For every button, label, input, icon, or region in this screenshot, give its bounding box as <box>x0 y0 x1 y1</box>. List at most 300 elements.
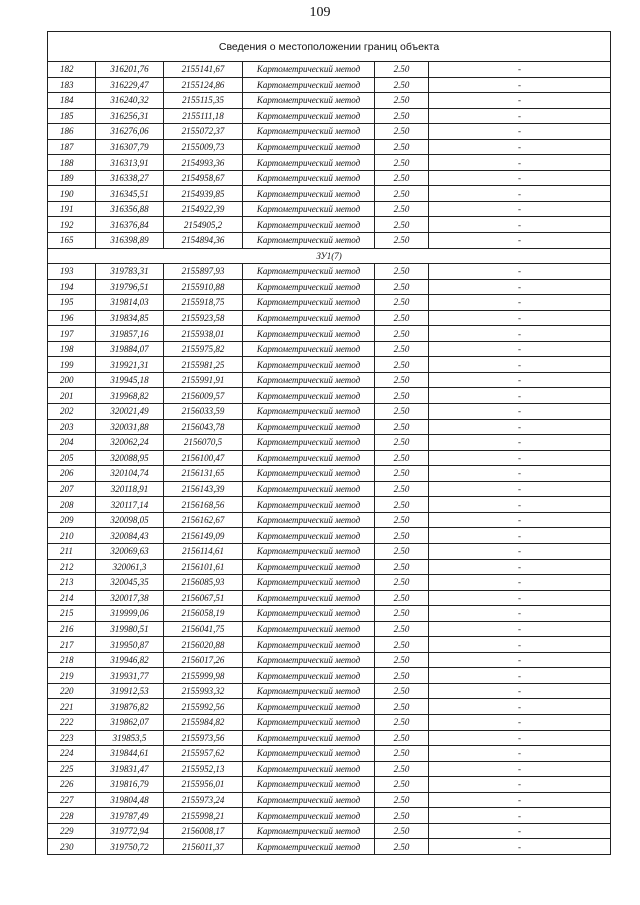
x-coordinate-cell: 316398,89 <box>96 233 164 249</box>
x-coordinate-cell: 320061,3 <box>96 559 164 575</box>
method-cell: Картометрический метод <box>243 108 375 124</box>
accuracy-cell: 2.50 <box>375 341 429 357</box>
y-coordinate-cell: 2155992,56 <box>164 699 243 715</box>
y-coordinate-cell: 2156020,88 <box>164 637 243 653</box>
y-coordinate-cell: 2156070,5 <box>164 435 243 451</box>
point-number-cell: 165 <box>48 233 96 249</box>
table-row <box>48 279 611 295</box>
method-cell: Картометрический метод <box>243 62 375 78</box>
table-row <box>48 528 611 544</box>
accuracy-cell: 2.50 <box>375 699 429 715</box>
point-number-cell: 192 <box>48 217 96 233</box>
accuracy-cell: 2.50 <box>375 201 429 217</box>
point-number-cell: 219 <box>48 668 96 684</box>
table-row <box>48 761 611 777</box>
accuracy-cell: 2.50 <box>375 466 429 482</box>
point-number-cell: 223 <box>48 730 96 746</box>
table-row <box>48 201 611 217</box>
accuracy-cell: 2.50 <box>375 93 429 109</box>
x-coordinate-cell: 319831,47 <box>96 761 164 777</box>
method-cell: Картометрический метод <box>243 777 375 793</box>
accuracy-cell: 2.50 <box>375 528 429 544</box>
description-cell: - <box>429 590 611 606</box>
y-coordinate-cell: 2156162,67 <box>164 512 243 528</box>
description-cell: - <box>429 124 611 140</box>
accuracy-cell: 2.50 <box>375 792 429 808</box>
description-cell: - <box>429 606 611 622</box>
x-coordinate-cell: 320017,38 <box>96 590 164 606</box>
point-number-cell: 229 <box>48 823 96 839</box>
x-coordinate-cell: 320118,91 <box>96 481 164 497</box>
y-coordinate-cell: 2154939,85 <box>164 186 243 202</box>
accuracy-cell: 2.50 <box>375 714 429 730</box>
x-coordinate-cell: 316229,47 <box>96 77 164 93</box>
method-cell: Картометрический метод <box>243 590 375 606</box>
point-number-cell: 200 <box>48 372 96 388</box>
method-cell: Картометрический метод <box>243 792 375 808</box>
table-body <box>48 32 611 855</box>
description-cell: - <box>429 559 611 575</box>
method-cell: Картометрический метод <box>243 823 375 839</box>
description-cell: - <box>429 777 611 793</box>
method-cell: Картометрический метод <box>243 155 375 171</box>
description-cell: - <box>429 839 611 855</box>
point-number-cell: 215 <box>48 606 96 622</box>
point-number-cell: 201 <box>48 388 96 404</box>
x-coordinate-cell: 320021,49 <box>96 404 164 420</box>
table-title: Сведения о местоположении границ объекта <box>48 32 611 62</box>
x-coordinate-cell: 319857,16 <box>96 326 164 342</box>
point-number-cell: 195 <box>48 295 96 311</box>
x-coordinate-cell: 319787,49 <box>96 808 164 824</box>
method-cell: Картометрический метод <box>243 839 375 855</box>
accuracy-cell: 2.50 <box>375 186 429 202</box>
point-number-cell: 209 <box>48 512 96 528</box>
y-coordinate-cell: 2156168,56 <box>164 497 243 513</box>
point-number-cell: 185 <box>48 108 96 124</box>
method-cell: Картометрический метод <box>243 310 375 326</box>
table-row <box>48 746 611 762</box>
accuracy-cell: 2.50 <box>375 326 429 342</box>
method-cell: Картометрический метод <box>243 683 375 699</box>
table-row <box>48 233 611 249</box>
description-cell: - <box>429 310 611 326</box>
point-number-cell: 216 <box>48 621 96 637</box>
point-number-cell: 189 <box>48 170 96 186</box>
description-cell: - <box>429 295 611 311</box>
accuracy-cell: 2.50 <box>375 279 429 295</box>
x-coordinate-cell: 316240,32 <box>96 93 164 109</box>
x-coordinate-cell: 319750,72 <box>96 839 164 855</box>
point-number-cell: 222 <box>48 714 96 730</box>
accuracy-cell: 2.50 <box>375 310 429 326</box>
method-cell: Картометрический метод <box>243 186 375 202</box>
point-number-cell: 227 <box>48 792 96 808</box>
y-coordinate-cell: 2155975,82 <box>164 341 243 357</box>
method-cell: Картометрический метод <box>243 388 375 404</box>
y-coordinate-cell: 2156114,61 <box>164 543 243 559</box>
y-coordinate-cell: 2155973,56 <box>164 730 243 746</box>
table-row <box>48 652 611 668</box>
table-row <box>48 186 611 202</box>
point-number-cell: 225 <box>48 761 96 777</box>
description-cell: - <box>429 730 611 746</box>
description-cell: - <box>429 528 611 544</box>
method-cell: Картометрический метод <box>243 93 375 109</box>
x-coordinate-cell: 316345,51 <box>96 186 164 202</box>
x-coordinate-cell: 319804,48 <box>96 792 164 808</box>
x-coordinate-cell: 319999,06 <box>96 606 164 622</box>
method-cell: Картометрический метод <box>243 139 375 155</box>
accuracy-cell: 2.50 <box>375 124 429 140</box>
method-cell: Картометрический метод <box>243 124 375 140</box>
point-number-cell: 191 <box>48 201 96 217</box>
table-row <box>48 310 611 326</box>
x-coordinate-cell: 319945,18 <box>96 372 164 388</box>
section-row <box>48 248 611 264</box>
method-cell: Картометрический метод <box>243 201 375 217</box>
accuracy-cell: 2.50 <box>375 139 429 155</box>
table-row <box>48 419 611 435</box>
method-cell: Картометрический метод <box>243 77 375 93</box>
x-coordinate-cell: 319783,31 <box>96 264 164 280</box>
accuracy-cell: 2.50 <box>375 481 429 497</box>
table-row <box>48 466 611 482</box>
y-coordinate-cell: 2155072,37 <box>164 124 243 140</box>
table-row <box>48 372 611 388</box>
point-number-cell: 183 <box>48 77 96 93</box>
method-cell: Картометрический метод <box>243 435 375 451</box>
accuracy-cell: 2.50 <box>375 575 429 591</box>
x-coordinate-cell: 319796,51 <box>96 279 164 295</box>
description-cell: - <box>429 404 611 420</box>
point-number-cell: 184 <box>48 93 96 109</box>
y-coordinate-cell: 2156101,61 <box>164 559 243 575</box>
method-cell: Картометрический метод <box>243 481 375 497</box>
table-row <box>48 512 611 528</box>
table-row <box>48 170 611 186</box>
method-cell: Картометрический метод <box>243 217 375 233</box>
y-coordinate-cell: 2155993,32 <box>164 683 243 699</box>
y-coordinate-cell: 2154905,2 <box>164 217 243 233</box>
method-cell: Картометрический метод <box>243 714 375 730</box>
x-coordinate-cell: 319950,87 <box>96 637 164 653</box>
accuracy-cell: 2.50 <box>375 559 429 575</box>
y-coordinate-cell: 2155009,73 <box>164 139 243 155</box>
method-cell: Картометрический метод <box>243 264 375 280</box>
description-cell: - <box>429 217 611 233</box>
accuracy-cell: 2.50 <box>375 683 429 699</box>
description-cell: - <box>429 170 611 186</box>
y-coordinate-cell: 2155957,62 <box>164 746 243 762</box>
point-number-cell: 203 <box>48 419 96 435</box>
y-coordinate-cell: 2155981,25 <box>164 357 243 373</box>
table-row <box>48 792 611 808</box>
x-coordinate-cell: 319980,51 <box>96 621 164 637</box>
table-row <box>48 575 611 591</box>
table-row <box>48 823 611 839</box>
point-number-cell: 217 <box>48 637 96 653</box>
accuracy-cell: 2.50 <box>375 62 429 78</box>
description-cell: - <box>429 481 611 497</box>
y-coordinate-cell: 2155124,86 <box>164 77 243 93</box>
description-cell: - <box>429 621 611 637</box>
table-row <box>48 559 611 575</box>
accuracy-cell: 2.50 <box>375 264 429 280</box>
x-coordinate-cell: 319968,82 <box>96 388 164 404</box>
description-cell: - <box>429 155 611 171</box>
table-row <box>48 637 611 653</box>
table-row <box>48 341 611 357</box>
point-number-cell: 213 <box>48 575 96 591</box>
x-coordinate-cell: 319816,79 <box>96 777 164 793</box>
description-cell: - <box>429 512 611 528</box>
x-coordinate-cell: 320031,88 <box>96 419 164 435</box>
x-coordinate-cell: 319844,61 <box>96 746 164 762</box>
method-cell: Картометрический метод <box>243 326 375 342</box>
table-row <box>48 481 611 497</box>
point-number-cell: 197 <box>48 326 96 342</box>
x-coordinate-cell: 316376,84 <box>96 217 164 233</box>
description-cell: - <box>429 388 611 404</box>
method-cell: Картометрический метод <box>243 808 375 824</box>
table-row <box>48 714 611 730</box>
section-label: ЗУ1(7) <box>48 248 611 264</box>
table-row <box>48 124 611 140</box>
accuracy-cell: 2.50 <box>375 404 429 420</box>
accuracy-cell: 2.50 <box>375 372 429 388</box>
accuracy-cell: 2.50 <box>375 77 429 93</box>
description-cell: - <box>429 823 611 839</box>
coordinates-table <box>47 31 611 855</box>
table-row <box>48 326 611 342</box>
accuracy-cell: 2.50 <box>375 233 429 249</box>
description-cell: - <box>429 668 611 684</box>
point-number-cell: 188 <box>48 155 96 171</box>
table-row <box>48 497 611 513</box>
method-cell: Картометрический метод <box>243 761 375 777</box>
description-cell: - <box>429 450 611 466</box>
x-coordinate-cell: 320104,74 <box>96 466 164 482</box>
x-coordinate-cell: 316313,91 <box>96 155 164 171</box>
description-cell: - <box>429 652 611 668</box>
x-coordinate-cell: 319921,31 <box>96 357 164 373</box>
description-cell: - <box>429 808 611 824</box>
description-cell: - <box>429 699 611 715</box>
table-row <box>48 621 611 637</box>
accuracy-cell: 2.50 <box>375 730 429 746</box>
description-cell: - <box>429 746 611 762</box>
table-header-row <box>48 32 611 62</box>
point-number-cell: 202 <box>48 404 96 420</box>
description-cell: - <box>429 139 611 155</box>
y-coordinate-cell: 2156043,78 <box>164 419 243 435</box>
y-coordinate-cell: 2155115,35 <box>164 93 243 109</box>
method-cell: Картометрический метод <box>243 637 375 653</box>
y-coordinate-cell: 2156067,51 <box>164 590 243 606</box>
accuracy-cell: 2.50 <box>375 652 429 668</box>
method-cell: Картометрический метод <box>243 559 375 575</box>
accuracy-cell: 2.50 <box>375 419 429 435</box>
description-cell: - <box>429 497 611 513</box>
point-number-cell: 199 <box>48 357 96 373</box>
point-number-cell: 204 <box>48 435 96 451</box>
table-row <box>48 606 611 622</box>
accuracy-cell: 2.50 <box>375 170 429 186</box>
x-coordinate-cell: 316356,88 <box>96 201 164 217</box>
x-coordinate-cell: 320069,63 <box>96 543 164 559</box>
method-cell: Картометрический метод <box>243 233 375 249</box>
description-cell: - <box>429 108 611 124</box>
y-coordinate-cell: 2155923,58 <box>164 310 243 326</box>
table-row <box>48 435 611 451</box>
x-coordinate-cell: 320045,35 <box>96 575 164 591</box>
method-cell: Картометрический метод <box>243 279 375 295</box>
table-row <box>48 683 611 699</box>
table-row <box>48 404 611 420</box>
point-number-cell: 210 <box>48 528 96 544</box>
table-row <box>48 155 611 171</box>
point-number-cell: 230 <box>48 839 96 855</box>
point-number-cell: 194 <box>48 279 96 295</box>
method-cell: Картометрический метод <box>243 419 375 435</box>
point-number-cell: 218 <box>48 652 96 668</box>
method-cell: Картометрический метод <box>243 372 375 388</box>
point-number-cell: 220 <box>48 683 96 699</box>
x-coordinate-cell: 320098,05 <box>96 512 164 528</box>
y-coordinate-cell: 2155973,24 <box>164 792 243 808</box>
accuracy-cell: 2.50 <box>375 295 429 311</box>
point-number-cell: 228 <box>48 808 96 824</box>
description-cell: - <box>429 792 611 808</box>
method-cell: Картометрический метод <box>243 341 375 357</box>
x-coordinate-cell: 319814,03 <box>96 295 164 311</box>
accuracy-cell: 2.50 <box>375 388 429 404</box>
table-row <box>48 217 611 233</box>
table-row <box>48 295 611 311</box>
table-row <box>48 62 611 78</box>
method-cell: Картометрический метод <box>243 575 375 591</box>
x-coordinate-cell: 319862,07 <box>96 714 164 730</box>
description-cell: - <box>429 543 611 559</box>
accuracy-cell: 2.50 <box>375 606 429 622</box>
y-coordinate-cell: 2155999,98 <box>164 668 243 684</box>
point-number-cell: 196 <box>48 310 96 326</box>
method-cell: Картометрический метод <box>243 450 375 466</box>
point-number-cell: 226 <box>48 777 96 793</box>
method-cell: Картометрический метод <box>243 528 375 544</box>
method-cell: Картометрический метод <box>243 543 375 559</box>
description-cell: - <box>429 575 611 591</box>
accuracy-cell: 2.50 <box>375 357 429 373</box>
table-row <box>48 139 611 155</box>
accuracy-cell: 2.50 <box>375 497 429 513</box>
point-number-cell: 187 <box>48 139 96 155</box>
method-cell: Картометрический метод <box>243 699 375 715</box>
point-number-cell: 211 <box>48 543 96 559</box>
description-cell: - <box>429 761 611 777</box>
x-coordinate-cell: 316338,27 <box>96 170 164 186</box>
x-coordinate-cell: 319853,5 <box>96 730 164 746</box>
x-coordinate-cell: 320084,43 <box>96 528 164 544</box>
description-cell: - <box>429 93 611 109</box>
y-coordinate-cell: 2155998,21 <box>164 808 243 824</box>
description-cell: - <box>429 357 611 373</box>
y-coordinate-cell: 2154993,36 <box>164 155 243 171</box>
description-cell: - <box>429 419 611 435</box>
y-coordinate-cell: 2156011,37 <box>164 839 243 855</box>
table-row <box>48 668 611 684</box>
y-coordinate-cell: 2156143,39 <box>164 481 243 497</box>
table-row <box>48 730 611 746</box>
accuracy-cell: 2.50 <box>375 155 429 171</box>
description-cell: - <box>429 77 611 93</box>
y-coordinate-cell: 2155918,75 <box>164 295 243 311</box>
table-row <box>48 264 611 280</box>
point-number-cell: 206 <box>48 466 96 482</box>
description-cell: - <box>429 326 611 342</box>
table-row <box>48 450 611 466</box>
y-coordinate-cell: 2156100,47 <box>164 450 243 466</box>
table-row <box>48 543 611 559</box>
y-coordinate-cell: 2155897,93 <box>164 264 243 280</box>
description-cell: - <box>429 264 611 280</box>
y-coordinate-cell: 2155141,67 <box>164 62 243 78</box>
y-coordinate-cell: 2155111,18 <box>164 108 243 124</box>
accuracy-cell: 2.50 <box>375 808 429 824</box>
y-coordinate-cell: 2156033,59 <box>164 404 243 420</box>
accuracy-cell: 2.50 <box>375 217 429 233</box>
y-coordinate-cell: 2156085,93 <box>164 575 243 591</box>
description-cell: - <box>429 62 611 78</box>
table-row <box>48 699 611 715</box>
x-coordinate-cell: 316201,76 <box>96 62 164 78</box>
x-coordinate-cell: 320117,14 <box>96 497 164 513</box>
method-cell: Картометрический метод <box>243 730 375 746</box>
x-coordinate-cell: 316307,79 <box>96 139 164 155</box>
x-coordinate-cell: 316276,06 <box>96 124 164 140</box>
table-row <box>48 77 611 93</box>
y-coordinate-cell: 2155938,01 <box>164 326 243 342</box>
method-cell: Картометрический метод <box>243 621 375 637</box>
y-coordinate-cell: 2155991,91 <box>164 372 243 388</box>
accuracy-cell: 2.50 <box>375 590 429 606</box>
y-coordinate-cell: 2156008,17 <box>164 823 243 839</box>
description-cell: - <box>429 683 611 699</box>
x-coordinate-cell: 319912,53 <box>96 683 164 699</box>
y-coordinate-cell: 2156041,75 <box>164 621 243 637</box>
y-coordinate-cell: 2154922,39 <box>164 201 243 217</box>
accuracy-cell: 2.50 <box>375 637 429 653</box>
method-cell: Картометрический метод <box>243 357 375 373</box>
point-number-cell: 190 <box>48 186 96 202</box>
point-number-cell: 224 <box>48 746 96 762</box>
method-cell: Картометрический метод <box>243 668 375 684</box>
accuracy-cell: 2.50 <box>375 621 429 637</box>
y-coordinate-cell: 2156131,65 <box>164 466 243 482</box>
x-coordinate-cell: 319834,85 <box>96 310 164 326</box>
y-coordinate-cell: 2156017,26 <box>164 652 243 668</box>
y-coordinate-cell: 2156009,57 <box>164 388 243 404</box>
point-number-cell: 186 <box>48 124 96 140</box>
description-cell: - <box>429 279 611 295</box>
accuracy-cell: 2.50 <box>375 668 429 684</box>
method-cell: Картометрический метод <box>243 404 375 420</box>
y-coordinate-cell: 2154958,67 <box>164 170 243 186</box>
y-coordinate-cell: 2155956,01 <box>164 777 243 793</box>
accuracy-cell: 2.50 <box>375 761 429 777</box>
point-number-cell: 207 <box>48 481 96 497</box>
